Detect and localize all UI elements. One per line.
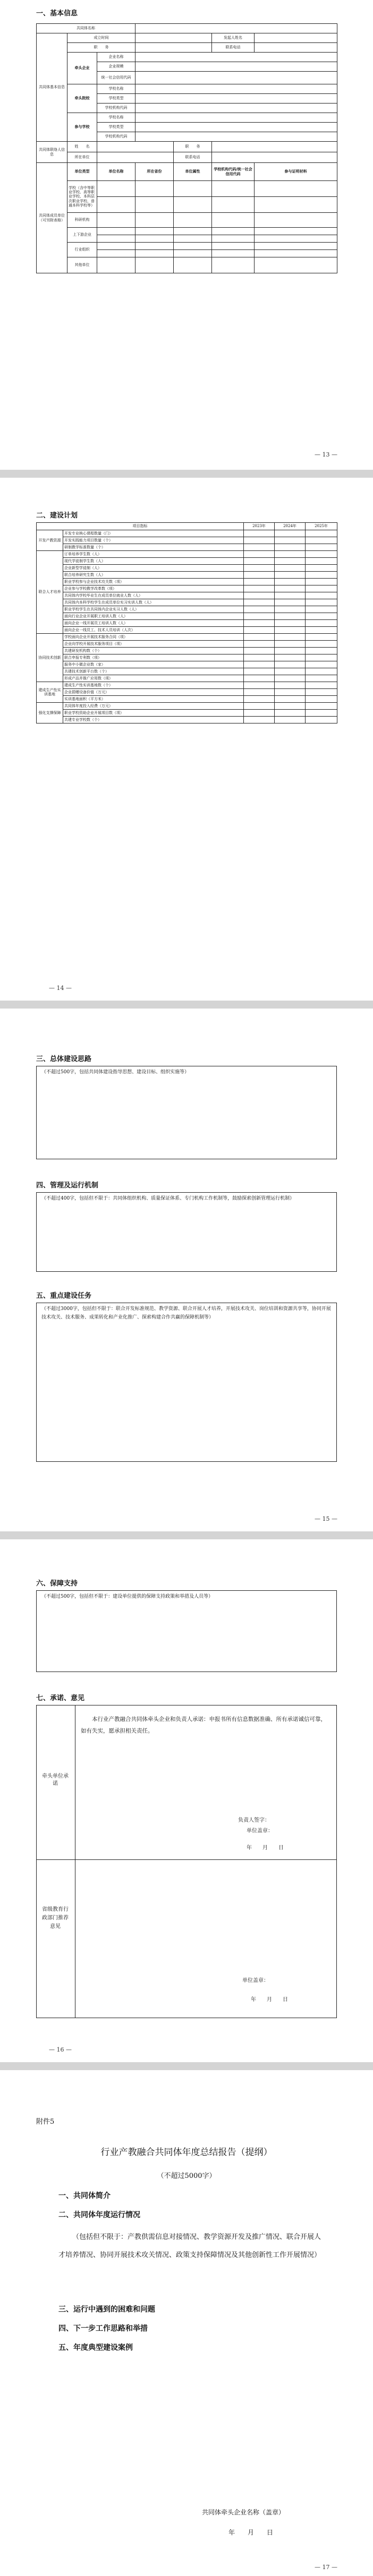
plan-row: [37, 537, 337, 544]
page-13: [0, 0, 373, 470]
plan-value-cell[interactable]: [306, 565, 337, 572]
annex-item-2: 二、共同体年度运行情况: [58, 2211, 140, 2219]
plan-value-cell[interactable]: [306, 634, 337, 641]
plan-item: 面向企业一线开展员工培训人数（人）: [63, 620, 244, 627]
plan-row: [37, 634, 337, 641]
overall-box[interactable]: [36, 1066, 337, 1159]
plan-item: 面向企业一线员工、技术人员培训（人次）: [63, 627, 244, 634]
plan-row: [37, 717, 337, 723]
plan-value-cell[interactable]: [244, 537, 275, 544]
plan-value-cell[interactable]: [275, 717, 306, 723]
plan-value-cell[interactable]: [306, 648, 337, 654]
plan-row: [37, 641, 337, 648]
plan-item: 联合培养研究生数（人）: [63, 572, 244, 579]
seal-label-1: 单位盖章：: [247, 1828, 273, 1834]
commit-label: 牵头单位承诺: [42, 1773, 69, 1787]
plan-value-cell[interactable]: [275, 544, 306, 551]
mgmt-note: （不超过400字，包括但不限于：共同体组织机构、质量保证体系、专门机构工作机制等，鼓励探索创新管理运行机制）: [41, 1196, 295, 1201]
annex-item-3: 三、运行中遇到的困难和问题: [58, 2305, 155, 2314]
plan-value-cell[interactable]: [306, 689, 337, 696]
plan-row: [37, 592, 337, 599]
annex-item-2-text: （包括但不限于：产教供需信息对接情况、教学资源开发及推广情况、联合开展人才培养情况、协同开展技术攻关情况、政策支持保障情况及其他创新性工作开展情况）: [58, 2233, 321, 2259]
label-co-sch-code: 学校机构代码: [97, 132, 135, 142]
plan-value-cell[interactable]: [244, 717, 275, 723]
plan-value-cell[interactable]: [306, 537, 337, 544]
page-number: — 16 —: [49, 2046, 72, 2053]
plan-item: 企业参与学校教学改革数（项）: [63, 585, 244, 592]
type-research: 科研机构: [67, 213, 97, 228]
plan-value-cell[interactable]: [244, 530, 275, 537]
plan-value-cell[interactable]: [244, 579, 275, 585]
head-code: 学校机构代码/统一社会信用代码: [212, 163, 255, 181]
label-co-sch-type: 学校类型: [97, 123, 135, 132]
plan-category: 建成生产性实训基地: [37, 682, 63, 703]
plan-value-cell[interactable]: [244, 654, 275, 661]
plan-value-cell[interactable]: [244, 551, 275, 558]
plan-item: 企业向学校开展技术服务项目（项）: [63, 641, 244, 648]
annex-signer: 共同体牵头企业名称（盖章）: [202, 2509, 285, 2516]
recommend-label: 省级教育行政部门推荐意见: [42, 1907, 69, 1929]
plan-head-2025: 2025年: [306, 523, 337, 530]
plan-value-cell[interactable]: [275, 620, 306, 627]
plan-value-cell[interactable]: [306, 696, 337, 703]
label-members: 共同体成员单位（可另附表格）: [37, 163, 67, 273]
plan-value-cell[interactable]: [275, 572, 306, 579]
plan-row: [37, 530, 337, 537]
plan-value-cell[interactable]: [244, 544, 275, 551]
plan-item: 职业学校资助企业开展项目数（项）: [63, 710, 244, 717]
plan-value-cell[interactable]: [275, 592, 306, 599]
plan-value-cell[interactable]: [244, 689, 275, 696]
label-co-sch-name: 学校名称: [97, 113, 135, 123]
plan-value-cell[interactable]: [244, 620, 275, 627]
type-school: 学校（含中等职业学校、高等职业学校、本科层次职业学校、普通本科学校等）: [67, 181, 97, 213]
plan-value-cell[interactable]: [275, 696, 306, 703]
head-region: 所在省份: [135, 163, 174, 181]
plan-value-cell[interactable]: [244, 641, 275, 648]
plan-value-cell[interactable]: [306, 585, 337, 592]
plan-item: 共同体内本科学校学生在成员单位实习实训人数（人）: [63, 599, 244, 606]
annex-subtitle: （不超过5000字）: [157, 2172, 216, 2180]
plan-value-cell[interactable]: [306, 661, 337, 668]
plan-value-cell[interactable]: [275, 537, 306, 544]
annex-item-4: 四、下一步工作思路和举措: [58, 2324, 148, 2333]
plan-value-cell[interactable]: [244, 585, 275, 592]
plan-value-cell[interactable]: [275, 599, 306, 606]
head-proof: 参与证明材料: [255, 163, 337, 181]
annex-date: 年 月 日: [228, 2529, 274, 2536]
plan-item: 企业捐赠设备价值（万元）: [63, 689, 244, 696]
label-c-phone: 联系电话: [174, 152, 212, 163]
plan-item: 共建研发机构数（个）: [63, 648, 244, 654]
plan-value-cell[interactable]: [244, 634, 275, 641]
plan-value-cell[interactable]: [244, 558, 275, 565]
head-level: 单位属性: [174, 163, 212, 181]
plan-head-2024: 2024年: [275, 523, 306, 530]
plan-row: [37, 627, 337, 634]
sign-label: 负责人签字：: [238, 1817, 270, 1823]
plan-value-cell[interactable]: [244, 675, 275, 682]
plan-value-cell[interactable]: [306, 654, 337, 661]
plan-value-cell[interactable]: [244, 592, 275, 599]
section-mgmt-title: 四、管理及运行机制: [36, 1182, 99, 1190]
plan-item: 开发专业核心课程数量（门）: [63, 530, 244, 537]
plan-value-cell[interactable]: [306, 530, 337, 537]
plan-row: [37, 682, 337, 689]
plan-table: [36, 522, 337, 723]
plan-row: [37, 654, 337, 661]
page-16: [0, 1539, 373, 2062]
plan-value-cell[interactable]: [244, 627, 275, 634]
label-lead-sch: 牵头院校: [67, 84, 97, 113]
section-overall-title: 三、总体建设思路: [36, 1055, 92, 1063]
support-note: （不超过500字，包括但不限于：建设单位提供的保障支持政策和举措及人员等）: [41, 1594, 214, 1599]
plan-item: 订单培养学生数（人）: [63, 551, 244, 558]
plan-value-cell[interactable]: [275, 648, 306, 654]
plan-item: 共同体年度投入经费（万元）: [63, 703, 244, 710]
plan-head-item: 项目指标: [37, 523, 244, 530]
plan-row: [37, 703, 337, 710]
label-sponsor: 发起人姓名: [212, 33, 255, 43]
commit-text: 本行业产教融合共同体牵头企业和负责人承诺：申报书所有信息数据准确、所有承诺诚信可靠，如有失实，愿承担相关责任。: [81, 1716, 326, 1734]
page-14: [0, 478, 373, 1001]
plan-value-cell[interactable]: [275, 579, 306, 585]
plan-row: [37, 599, 337, 606]
tasks-box[interactable]: [36, 1303, 337, 1462]
plan-row: [37, 565, 337, 572]
label-est: 成立时间: [67, 33, 135, 43]
plan-item: 企业新型学徒制（人）: [63, 565, 244, 572]
plan-value-cell[interactable]: [244, 661, 275, 668]
plan-value-cell[interactable]: [275, 606, 306, 613]
plan-value-cell[interactable]: [275, 654, 306, 661]
label-co-sch: 参与学校: [67, 113, 97, 142]
plan-category: 强化支撑保障: [37, 703, 63, 723]
page-number: — 13 —: [315, 451, 337, 458]
section-basic-info-title: 一、基本信息: [36, 10, 78, 18]
plan-value-cell[interactable]: [275, 710, 306, 717]
plan-row: [37, 558, 337, 565]
plan-value-cell[interactable]: [275, 689, 306, 696]
plan-row: [37, 544, 337, 551]
value-name: [135, 24, 337, 33]
label-position: 职 务: [67, 43, 135, 53]
plan-value-cell[interactable]: [275, 613, 306, 620]
plan-item: 职业学校参与企业技术攻关数（项）: [63, 579, 244, 585]
plan-item: 现代学徒制学生数（人）: [63, 558, 244, 565]
tasks-note: （不超过3000字，包括但不限于：联合开发标准规范、教学资源、联合开展人才培养，开展技术攻关、岗位培训和资源共享等，协同开展技术攻关、技术服务、成果转化和产业化推广、探索构建合作共赢的保障机制等）: [41, 1306, 331, 1320]
plan-category: 协同技术创新: [37, 634, 63, 682]
plan-value-cell[interactable]: [306, 613, 337, 620]
plan-value-cell[interactable]: [275, 558, 306, 565]
plan-value-cell[interactable]: [306, 599, 337, 606]
overall-note: （不超过500字，包括共同体建设指导思想、建设目标、组织实施等）: [41, 1070, 190, 1075]
basic-info-table: [36, 23, 337, 273]
plan-item: 实训基地面积（平方米）: [63, 696, 244, 703]
plan-value-cell[interactable]: [306, 668, 337, 675]
plan-row: [37, 613, 337, 620]
plan-value-cell[interactable]: [275, 634, 306, 641]
annex-item-1: 一、共同体简介: [58, 2192, 111, 2200]
plan-value-cell[interactable]: [275, 661, 306, 668]
mgmt-box[interactable]: [36, 1192, 337, 1272]
plan-value-cell[interactable]: [275, 530, 306, 537]
annex-title: 行业产教融合共同体年度总结报告（提纲）: [100, 2147, 273, 2158]
type-chain: 上下游企业: [67, 228, 97, 243]
annex-tag: 附件5: [36, 2118, 55, 2126]
plan-head-2023: 2023年: [244, 523, 275, 530]
label-c-dept: 所在单位: [67, 152, 97, 163]
plan-row: [37, 710, 337, 717]
plan-row: [37, 606, 337, 613]
section-plan-title: 二、建设计划: [36, 512, 78, 520]
plan-value-cell[interactable]: [306, 592, 337, 599]
label-sch-code: 学校机构代码: [97, 104, 135, 113]
plan-value-cell[interactable]: [244, 572, 275, 579]
plan-item: 形成产品并推广应用数（项）: [63, 675, 244, 682]
plan-row: [37, 696, 337, 703]
plan-value-cell[interactable]: [306, 572, 337, 579]
plan-item: 开发实践能力项目数量（个）: [63, 537, 244, 544]
head-type: 单位类型: [67, 163, 97, 181]
label-ent-type: 企业规模: [97, 62, 135, 72]
page-17: [0, 2070, 373, 2576]
plan-value-cell[interactable]: [244, 668, 275, 675]
support-box[interactable]: [36, 1590, 337, 1672]
plan-row: [37, 551, 337, 558]
label-c-position: 职 务: [174, 142, 212, 152]
date-2: 年 月 日: [251, 1997, 288, 2003]
plan-value-cell[interactable]: [275, 627, 306, 634]
commit-box: [36, 1705, 337, 2018]
label-sch-type: 学校类型: [97, 94, 135, 104]
plan-value-cell[interactable]: [275, 682, 306, 689]
plan-value-cell[interactable]: [275, 668, 306, 675]
page-15: [0, 1009, 373, 1531]
plan-value-cell[interactable]: [244, 599, 275, 606]
plan-row: [37, 585, 337, 592]
plan-item: 共建专业学校数（个）: [63, 717, 244, 723]
plan-value-cell[interactable]: [244, 703, 275, 710]
plan-row: [37, 620, 337, 627]
date-1: 年 月 日: [247, 1845, 284, 1851]
label-ent-code: 统一社会信用代码: [97, 72, 135, 84]
type-other: 其他单位: [67, 257, 97, 273]
page-number: — 15 —: [315, 1515, 337, 1522]
label-lead-ent: 牵头企业: [67, 53, 97, 84]
plan-value-cell[interactable]: [306, 641, 337, 648]
plan-row: [37, 668, 337, 675]
plan-item: 共建技术创新平台数（个）: [63, 668, 244, 675]
plan-value-cell[interactable]: [275, 675, 306, 682]
plan-item: 面向行业企业开展职工培训人数（人）: [63, 613, 244, 620]
label-sch-name: 学校名称: [97, 84, 135, 94]
plan-value-cell[interactable]: [244, 648, 275, 654]
plan-value-cell[interactable]: [244, 613, 275, 620]
plan-row: [37, 572, 337, 579]
plan-value-cell[interactable]: [306, 606, 337, 613]
head-name: 单位名称: [97, 163, 135, 181]
plan-value-cell[interactable]: [306, 558, 337, 565]
plan-category: 开发产教资源: [37, 530, 63, 551]
plan-value-cell[interactable]: [244, 682, 275, 689]
plan-row: [37, 661, 337, 668]
plan-value-cell[interactable]: [306, 675, 337, 682]
plan-value-cell[interactable]: [275, 585, 306, 592]
plan-category: 联合人才培养: [37, 551, 63, 634]
seal-label-2: 单位盖章：: [242, 1978, 269, 1984]
plan-value-cell[interactable]: [306, 710, 337, 717]
section-commit-title: 七、承诺、意见: [36, 1694, 85, 1702]
label-phone: 联系电话: [212, 43, 255, 53]
plan-value-cell[interactable]: [306, 717, 337, 723]
plan-item: 建成生产性实训基地数（个）: [63, 682, 244, 689]
plan-value-cell[interactable]: [275, 703, 306, 710]
plan-value-cell[interactable]: [306, 682, 337, 689]
label-contact: 共同体联络人信息: [37, 142, 67, 163]
plan-item: 职业学校学生在共同体内企业实习人数（人）: [63, 606, 244, 613]
label-c-name: 姓 名: [67, 142, 97, 152]
plan-row: [37, 579, 337, 585]
plan-row: [37, 675, 337, 682]
plan-value-cell[interactable]: [306, 544, 337, 551]
plan-value-cell[interactable]: [275, 565, 306, 572]
plan-value-cell[interactable]: [244, 710, 275, 717]
plan-item: 联合申报专利数（项）: [63, 654, 244, 661]
plan-value-cell[interactable]: [306, 579, 337, 585]
plan-value-cell[interactable]: [306, 627, 337, 634]
type-assoc: 行业组织: [67, 243, 97, 257]
plan-value-cell[interactable]: [306, 620, 337, 627]
plan-value-cell[interactable]: [306, 703, 337, 710]
plan-value-cell[interactable]: [306, 551, 337, 558]
plan-value-cell[interactable]: [275, 551, 306, 558]
plan-value-cell[interactable]: [275, 641, 306, 648]
plan-row: [37, 689, 337, 696]
label-ent-name: 企业名称: [97, 53, 135, 62]
label-name: 共同体名称: [37, 24, 135, 33]
plan-item: 研制教学标准数量（个）: [63, 544, 244, 551]
label-basic: 共同体基本信息: [37, 33, 67, 142]
section-support-title: 六、保障支持: [36, 1580, 78, 1588]
plan-value-cell[interactable]: [244, 606, 275, 613]
section-tasks-title: 五、重点建设任务: [36, 1292, 92, 1300]
plan-item: 共同体内学校毕业生在成员单位就业人数（人）: [63, 592, 244, 599]
plan-value-cell[interactable]: [244, 565, 275, 572]
plan-row: [37, 648, 337, 654]
plan-item: 服务中小微企业数（家）: [63, 661, 244, 668]
plan-value-cell[interactable]: [244, 696, 275, 703]
annex-item-5: 五、年度典型建设案例: [58, 2344, 133, 2352]
page-number: — 17 —: [315, 2564, 337, 2571]
page-number: — 14 —: [49, 985, 72, 992]
plan-item: 学校面向企业开展技术服务合同（项）: [63, 634, 244, 641]
